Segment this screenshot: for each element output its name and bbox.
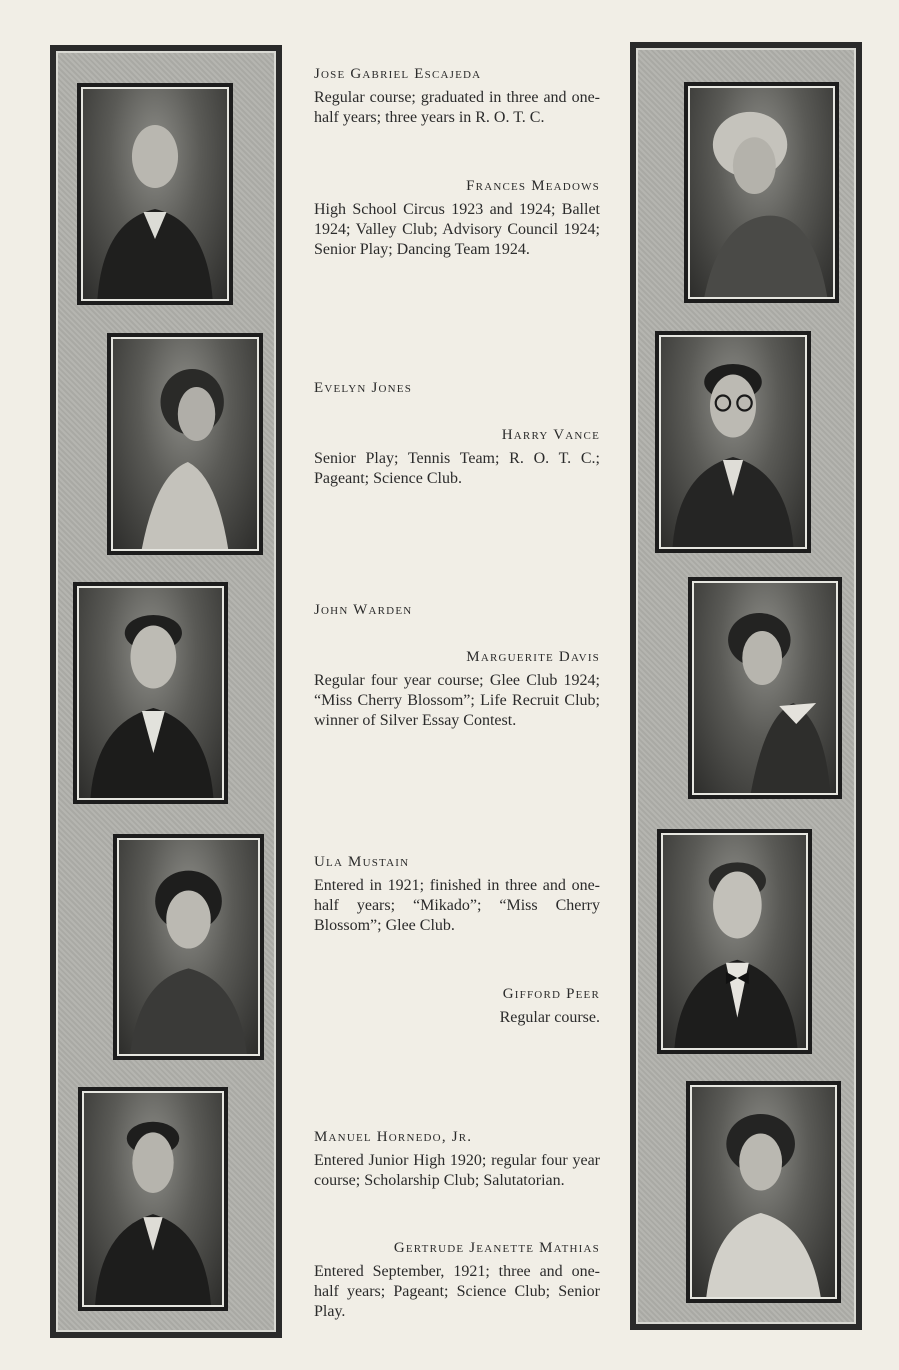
entry-gertrude-jeanette-mathias	[314, 1238, 600, 1322]
entry-description: Regular four year course; Glee Club 1924; “Miss Cherry Blossom”; Life Recruit Club; winner of Silver Essay Contest.	[314, 672, 600, 729]
entry-description: Regular course.	[499, 1009, 600, 1026]
portrait-gertrude-jeanette-mathias	[686, 1081, 841, 1303]
entry-description: Regular course; graduated in three and one-half years; three years in R. O. T. C.	[314, 89, 600, 126]
entry-name: Frances Meadows	[466, 178, 600, 194]
portrait-jose-gabriel-escajeda	[77, 83, 233, 305]
portrait-gifford-peer	[657, 829, 812, 1054]
entry-harry-vance	[314, 425, 600, 489]
entry-ula-mustain	[314, 852, 600, 936]
entry-manuel-hornedo-jr	[314, 1127, 600, 1191]
entry-name: Manuel Hornedo, Jr.	[314, 1129, 473, 1145]
entry-description: Entered in 1921; finished in three and one-half years; “Mikado”; “Miss Cherry Blossom”; Glee Club.	[314, 877, 600, 934]
entry-frances-meadows	[314, 176, 600, 260]
entry-evelyn-jones	[314, 378, 600, 398]
entry-gifford-peer	[314, 984, 600, 1028]
portrait-marguerite-davis	[688, 577, 842, 799]
entry-john-warden	[314, 600, 600, 620]
entry-name: Gifford Peer	[502, 986, 600, 1002]
entry-marguerite-davis	[314, 647, 600, 731]
portrait-manuel-hornedo-jr	[78, 1087, 228, 1311]
entry-jose-gabriel-escajeda	[314, 64, 600, 128]
entry-name: Evelyn Jones	[314, 380, 413, 396]
entry-description: High School Circus 1923 and 1924; Ballet 1924; Valley Club; Advisory Council 1924; Senior Play; Dancing Team 1924.	[314, 201, 600, 258]
entry-name: Gertrude Jeanette Mathias	[393, 1240, 600, 1256]
portrait-ula-mustain	[113, 834, 264, 1060]
entry-name: Harry Vance	[501, 427, 600, 443]
entry-name: Ula Mustain	[314, 854, 410, 870]
portrait-harry-vance	[655, 331, 811, 553]
portrait-john-warden	[73, 582, 228, 804]
entry-description: Entered September, 1921; three and one-half years; Pageant; Science Club; Senior Play.	[314, 1263, 600, 1320]
portrait-evelyn-jones	[107, 333, 263, 555]
entry-name: Jose Gabriel Escajeda	[314, 66, 482, 82]
entry-description: Entered Junior High 1920; regular four year course; Scholarship Club; Salutatorian.	[314, 1152, 600, 1189]
entry-name: John Warden	[314, 602, 413, 618]
entry-description: Senior Play; Tennis Team; R. O. T. C.; Pageant; Science Club.	[314, 450, 600, 487]
portrait-frances-meadows	[684, 82, 839, 303]
entry-name: Marguerite Davis	[466, 649, 600, 665]
